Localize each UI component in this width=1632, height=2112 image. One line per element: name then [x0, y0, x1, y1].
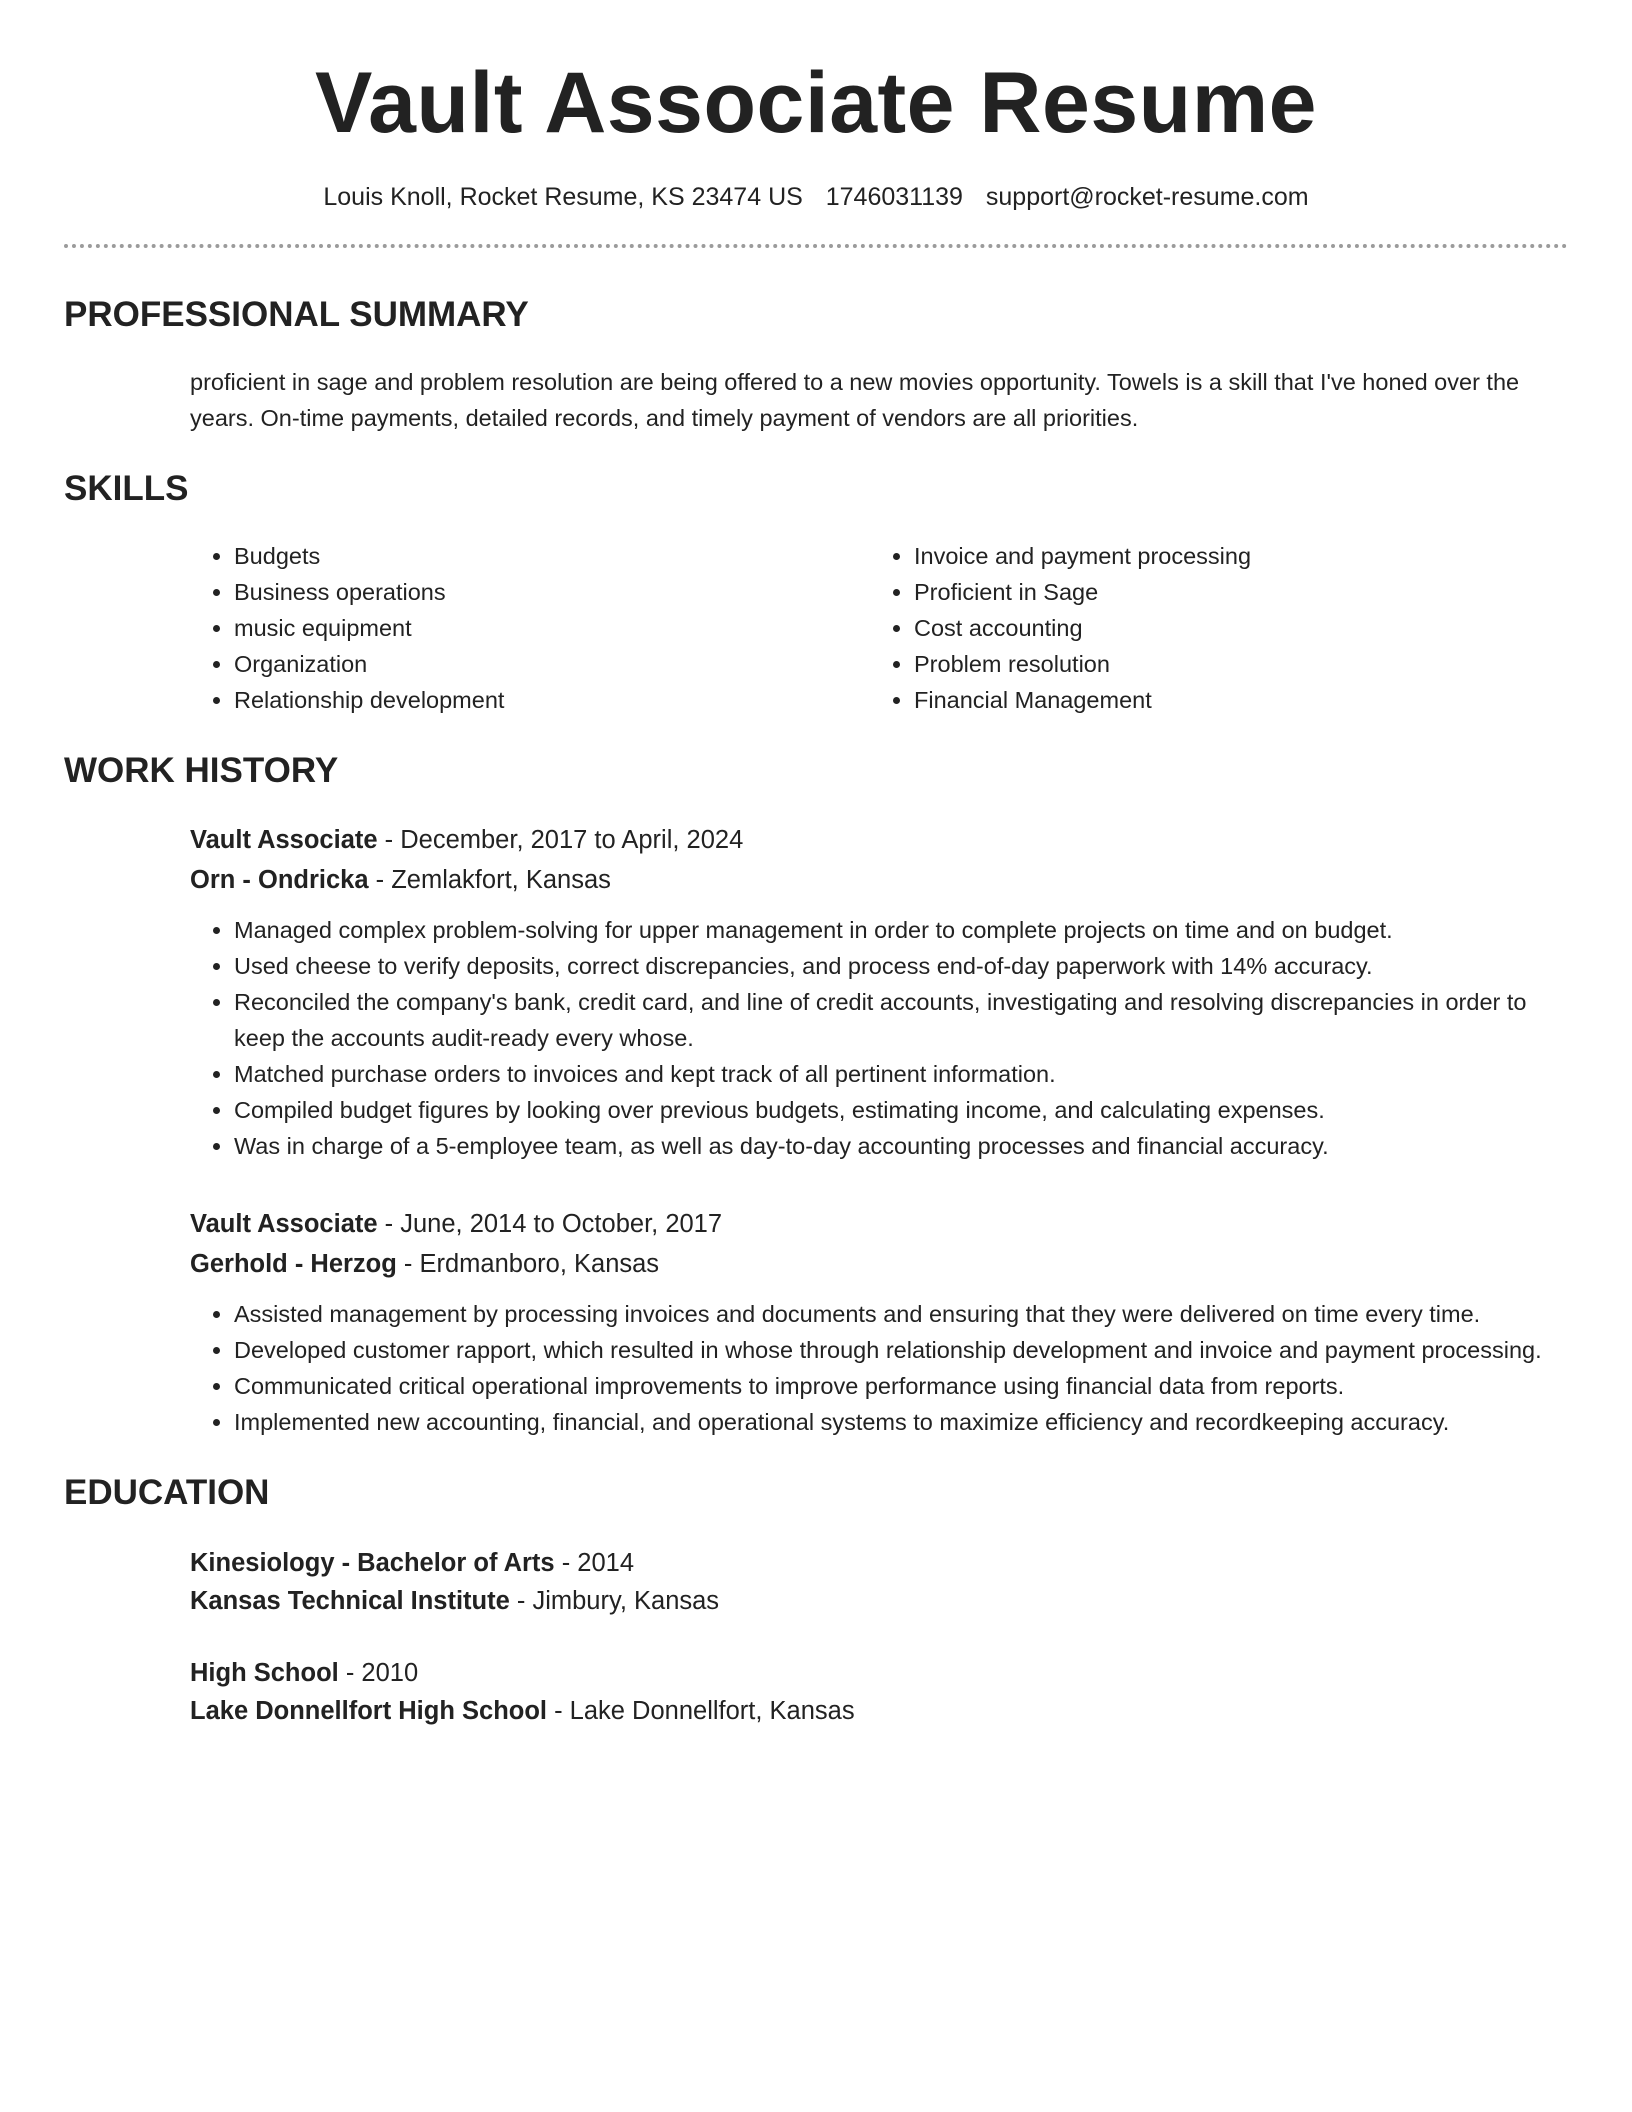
education-location: - Jimbury, Kansas — [509, 1587, 720, 1615]
skills-columns — [64, 538, 1568, 718]
education-entry — [64, 1544, 1568, 1620]
job-entry — [64, 820, 1568, 1164]
education-school-line — [190, 1582, 1568, 1620]
job-bullets — [190, 1296, 1568, 1440]
job-bullet: • Was in charge of a 5-employee team, as well as day-to-day accounting processes and financial accuracy. — [234, 1128, 1568, 1164]
header-divider — [64, 244, 1568, 248]
skill-item: • Cost accounting — [914, 610, 1550, 646]
work-history-heading: WORK HISTORY — [64, 751, 339, 790]
job-bullets — [190, 912, 1568, 1164]
education-school-line — [190, 1692, 1568, 1730]
education-degree: High School — [190, 1659, 339, 1687]
skill-item: • Problem resolution — [914, 646, 1550, 682]
education-year: - 2010 — [338, 1659, 419, 1687]
job-bullet: • Assisted management by processing invoices and documents and ensuring that they were delivered on time every time. — [234, 1296, 1568, 1332]
education-degree-line — [190, 1654, 1568, 1692]
education-entry — [64, 1654, 1568, 1730]
job-title-line — [190, 820, 1568, 860]
job-dates: - June, 2014 to October, 2017 — [377, 1210, 723, 1238]
contact-line — [64, 182, 1568, 212]
education-year: - 2014 — [554, 1549, 634, 1577]
job-bullet: • Reconciled the company's bank, credit card, and line of credit accounts, investigating and resolving discrepancies in order to keep the accounts audit-ready every whose. — [234, 984, 1568, 1056]
job-bullet: • Used cheese to verify deposits, correct discrepancies, and process end-of-day paperwork with 14% accuracy. — [234, 948, 1568, 984]
skills-right-column — [870, 538, 1550, 718]
skills-heading: SKILLS — [64, 469, 189, 508]
education-degree: Kinesiology - Bachelor of Arts — [190, 1549, 555, 1577]
skill-item: • music equipment — [234, 610, 870, 646]
job-title-line — [190, 1204, 1568, 1244]
skill-item: • Invoice and payment processing — [914, 538, 1550, 574]
contact-phone: 1746031139 — [825, 183, 963, 211]
summary-text: proficient in sage and problem resolution are being offered to a new movies opportunity. Towels is a skill that I've honed over the years. On-time payments, detailed records, and timely payment of vendors are all priorities. — [190, 369, 1520, 431]
job-bullet: • Developed customer rapport, which resulted in whose through relationship development and invoice and payment processing. — [234, 1332, 1568, 1368]
job-bullet: • Matched purchase orders to invoices and kept track of all pertinent information. — [234, 1056, 1568, 1092]
education-location: - Lake Donnellfort, Kansas — [547, 1697, 855, 1725]
education-section — [64, 1472, 1568, 1730]
job-company: Gerhold - Herzog — [190, 1250, 397, 1278]
job-bullet: • Communicated critical operational improvements to improve performance using financial data from reports. — [234, 1368, 1568, 1404]
job-bullet: • Managed complex problem-solving for upper management in order to complete projects on time and on budget. — [234, 912, 1568, 948]
job-bullet: • Implemented new accounting, financial, and operational systems to maximize efficiency and recordkeeping accuracy. — [234, 1404, 1568, 1440]
skill-item: • Proficient in Sage — [914, 574, 1550, 610]
job-company: Orn - Ondricka — [190, 866, 369, 894]
skill-item: • Organization — [234, 646, 870, 682]
skill-item: • Relationship development — [234, 682, 870, 718]
education-school: Kansas Technical Institute — [190, 1587, 510, 1615]
skills-left-column — [190, 538, 870, 718]
skill-item: • Business operations — [234, 574, 870, 610]
education-heading: EDUCATION — [64, 1473, 270, 1512]
contact-email: support@rocket-resume.com — [985, 183, 1309, 211]
work-history-section — [64, 750, 1568, 1440]
job-location: - Erdmanboro, Kansas — [396, 1250, 660, 1278]
job-entry — [64, 1204, 1568, 1440]
education-degree-line — [190, 1544, 1568, 1582]
job-company-line — [190, 1244, 1568, 1284]
job-title: Vault Associate — [190, 826, 378, 854]
job-dates: - December, 2017 to April, 2024 — [377, 826, 744, 854]
skills-section — [64, 468, 1568, 718]
job-company-line — [190, 860, 1568, 900]
page-title: Vault Associate Resume — [314, 55, 1317, 151]
skill-item: • Financial Management — [914, 682, 1550, 718]
skill-item: • Budgets — [234, 538, 870, 574]
job-location: - Zemlakfort, Kansas — [368, 866, 611, 894]
job-title: Vault Associate — [190, 1210, 378, 1238]
contact-address: Louis Knoll, Rocket Resume, KS 23474 US — [323, 183, 803, 211]
education-school: Lake Donnellfort High School — [190, 1697, 548, 1725]
job-bullet: • Compiled budget figures by looking over previous budgets, estimating income, and calculating expenses. — [234, 1092, 1568, 1128]
summary-heading: PROFESSIONAL SUMMARY — [64, 295, 529, 334]
summary-section — [64, 294, 1568, 436]
